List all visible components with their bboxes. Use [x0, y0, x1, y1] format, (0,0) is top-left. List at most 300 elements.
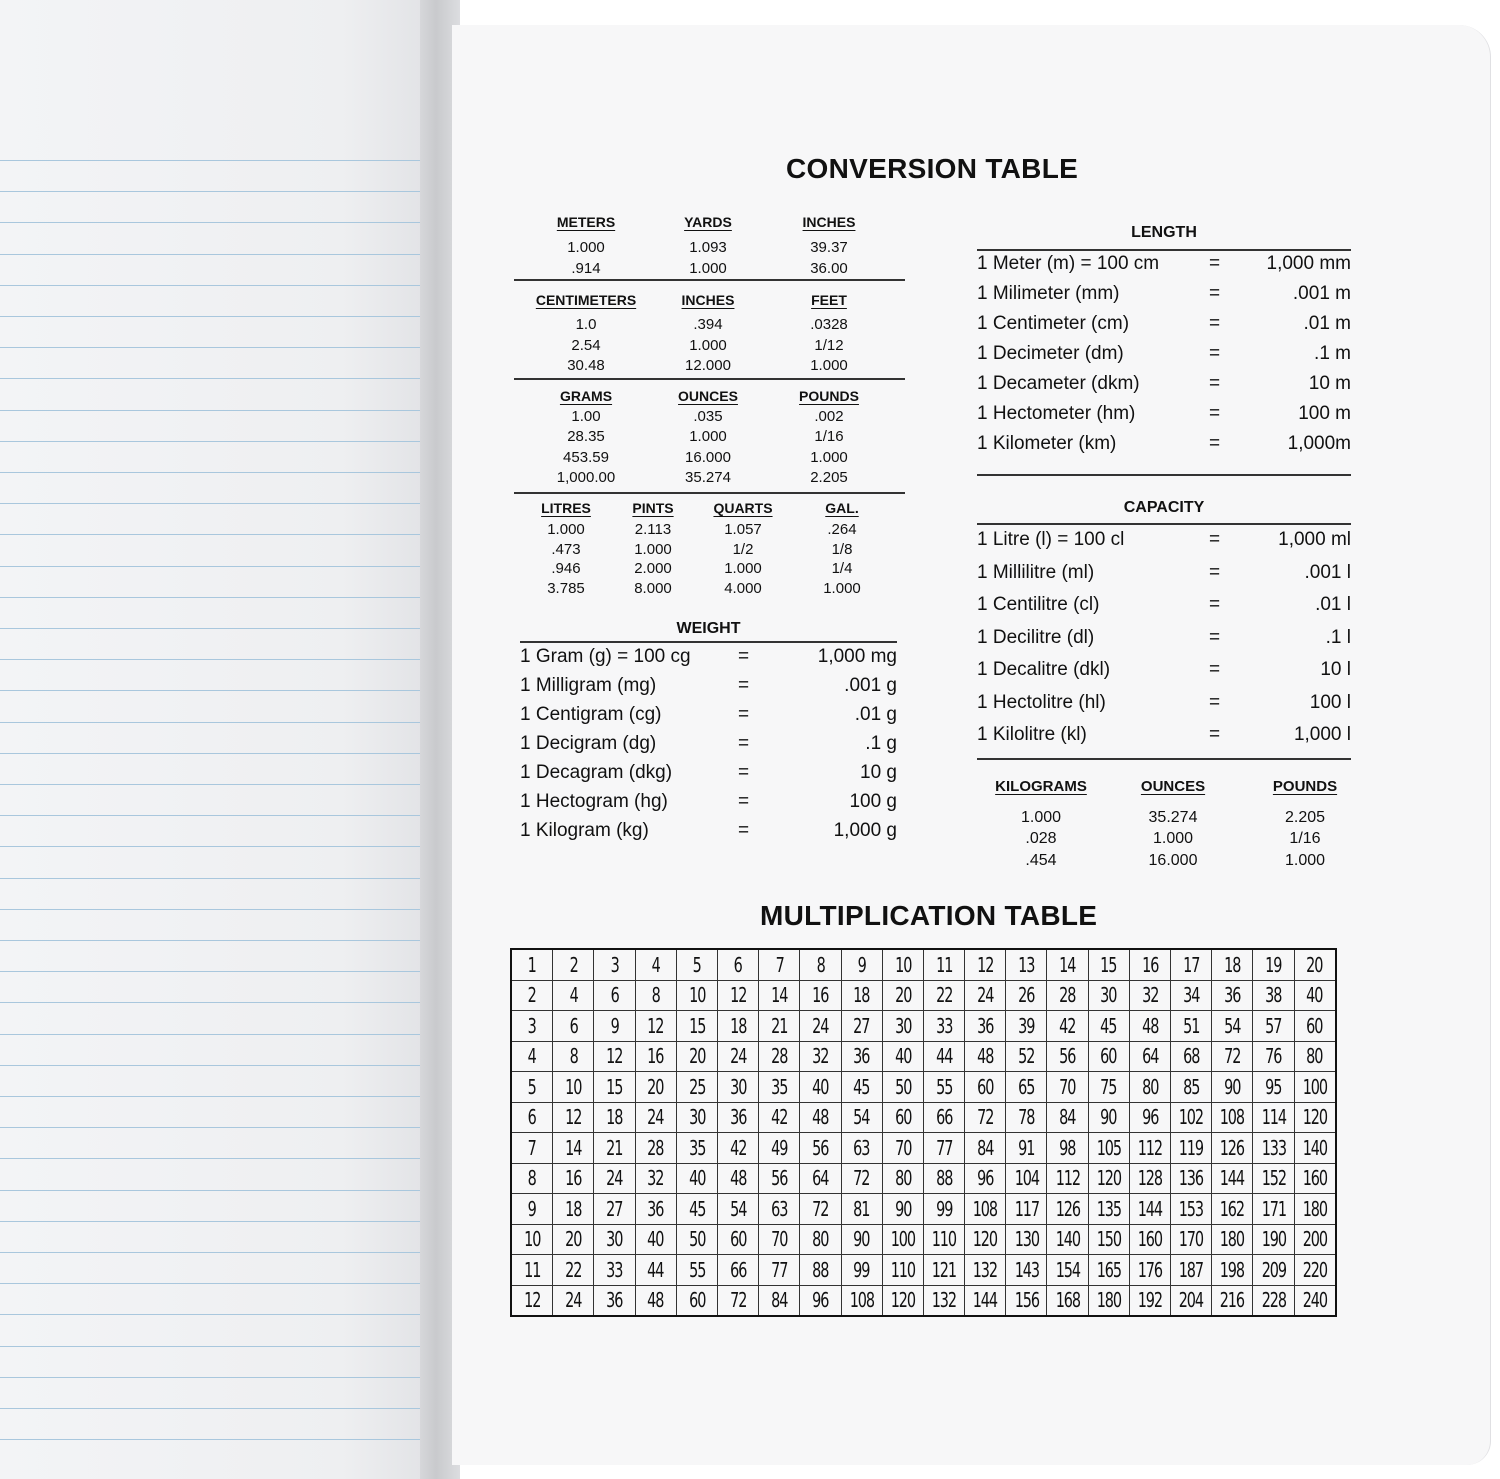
- multiplication-cell: [594, 1194, 635, 1225]
- ruled-line: [0, 1190, 422, 1191]
- multiplication-cell: [1129, 1255, 1170, 1286]
- multiplication-value: 95: [1265, 1074, 1282, 1099]
- multiplication-cell: [1006, 1102, 1047, 1133]
- multiplication-cell: [759, 1255, 800, 1286]
- multiplication-cell: [759, 1224, 800, 1255]
- conversion-value: 35.274: [1148, 809, 1198, 826]
- multiplication-cell: [1212, 1011, 1253, 1042]
- multiplication-cell: [1129, 1133, 1170, 1164]
- multiplication-value: 180: [1302, 1196, 1327, 1221]
- multiplication-value: 35: [688, 1135, 705, 1160]
- multiplication-cell: [1006, 1255, 1047, 1286]
- multiplication-cell: [965, 1102, 1006, 1133]
- multiplication-cell: [1129, 1285, 1170, 1316]
- capacity-row: [977, 627, 1351, 651]
- multiplication-cell: [511, 1041, 553, 1072]
- multiplication-cell: [676, 949, 717, 980]
- multiplication-cell: [1006, 949, 1047, 980]
- conversion-value: 1.000: [689, 428, 727, 446]
- unit-label: 1 Kilometer (km): [977, 433, 1117, 454]
- conversion-value: 1.000: [1152, 830, 1194, 848]
- multiplication-value: 112: [1055, 1166, 1080, 1191]
- unit-label: 1 Milligram (mg): [520, 675, 657, 696]
- equals-sign: =: [1209, 659, 1221, 680]
- multiplication-cell: [965, 1041, 1006, 1072]
- multiplication-value: 12: [606, 1044, 623, 1069]
- multiplication-value: 80: [1306, 1044, 1323, 1069]
- conversion-value: 453.59: [563, 448, 609, 466]
- multiplication-value: 144: [1220, 1166, 1245, 1191]
- equals-sign: =: [1209, 561, 1221, 583]
- multiplication-row: [511, 1285, 1336, 1316]
- multiplication-value: 128: [1137, 1166, 1163, 1191]
- multiplication-value: 60: [1306, 1013, 1323, 1038]
- multiplication-cell: [594, 1041, 635, 1072]
- multiplication-value: 114: [1261, 1105, 1286, 1130]
- multiplication-value: 8: [528, 1166, 537, 1191]
- multiplication-cell: [511, 1133, 553, 1164]
- conversion-value: 2.205: [810, 468, 848, 486]
- ruled-line: [0, 534, 422, 535]
- length-row: [977, 343, 1351, 367]
- multiplication-value: 20: [565, 1227, 582, 1252]
- multiplication-value: 36: [606, 1288, 623, 1313]
- multiplication-cell: [1253, 980, 1294, 1011]
- multiplication-value: 2: [569, 952, 578, 977]
- multiplication-cell: [635, 1224, 676, 1255]
- multiplication-value: 56: [1059, 1044, 1076, 1069]
- multiplication-cell: [1129, 1011, 1170, 1042]
- length-title: LENGTH: [1131, 224, 1197, 241]
- ruled-line: [0, 690, 422, 691]
- multiplication-cell: [1253, 1072, 1294, 1103]
- unit-label: 1 Decilitre (dl): [977, 626, 1095, 648]
- unit-value: .1 l: [1325, 626, 1351, 648]
- multiplication-value: 10: [524, 1227, 541, 1252]
- ruled-line: [0, 1439, 422, 1440]
- multiplication-cell: [1047, 1194, 1088, 1225]
- unit-value: .001 g: [844, 675, 897, 696]
- multiplication-value: 14: [1059, 952, 1076, 977]
- multiplication-value: 25: [688, 1074, 705, 1099]
- multiplication-cell: [594, 1102, 635, 1133]
- multiplication-cell: [635, 1041, 676, 1072]
- multiplication-cell: [1294, 1255, 1336, 1286]
- multiplication-value: 180: [1096, 1288, 1121, 1313]
- multiplication-cell: [511, 1285, 553, 1316]
- multiplication-cell: [841, 1163, 882, 1194]
- multiplication-value: 20: [647, 1074, 664, 1099]
- ruled-line: [0, 753, 422, 754]
- multiplication-cell: [717, 1041, 758, 1072]
- multiplication-row: [511, 1163, 1336, 1194]
- multiplication-value: 36: [647, 1196, 664, 1221]
- unit-value: .01 g: [854, 704, 897, 725]
- multiplication-cell: [1047, 1255, 1088, 1286]
- multiplication-cell: [800, 1102, 841, 1133]
- ruled-line: [0, 597, 422, 598]
- multiplication-value: 32: [812, 1044, 829, 1069]
- multiplication-cell: [676, 1285, 717, 1316]
- multiplication-cell: [800, 980, 841, 1011]
- weight-row: [520, 646, 897, 670]
- unit-label: 1 Decimeter (dm): [977, 343, 1124, 364]
- multiplication-cell: [1212, 1285, 1253, 1316]
- unit-value: 1,000m: [1287, 433, 1351, 454]
- ruled-line: [0, 254, 422, 255]
- multiplication-cell: [841, 980, 882, 1011]
- ruled-line: [0, 784, 422, 785]
- capacity-row: [977, 529, 1351, 553]
- ruled-line: [0, 285, 422, 286]
- multiplication-cell: [717, 1072, 758, 1103]
- multiplication-value: 12: [647, 1013, 664, 1038]
- multiplication-value: 21: [606, 1135, 623, 1160]
- multiplication-value: 64: [1141, 1044, 1158, 1069]
- unit-label: 1 Gram (g) = 100 cg: [520, 646, 691, 667]
- multiplication-cell: [1047, 1224, 1088, 1255]
- length-row: [977, 403, 1351, 427]
- multiplication-row: [511, 1011, 1336, 1042]
- capacity-row: [977, 659, 1351, 683]
- ruled-line: [0, 222, 422, 223]
- conversion-value: 1/4: [831, 560, 853, 578]
- multiplication-value: 112: [1137, 1135, 1163, 1160]
- multiplication-value: 133: [1261, 1135, 1286, 1160]
- multiplication-value: 108: [849, 1288, 874, 1313]
- multiplication-value: 150: [1096, 1227, 1121, 1252]
- conversion-value: .946: [551, 560, 581, 578]
- section-divider: [514, 492, 905, 494]
- conversion-value: .002: [814, 408, 844, 425]
- multiplication-value: 21: [771, 1013, 788, 1038]
- multiplication-value: 187: [1178, 1257, 1204, 1282]
- multiplication-value: 110: [890, 1257, 915, 1282]
- multiplication-value: 40: [1306, 983, 1323, 1008]
- multiplication-value: 152: [1261, 1166, 1286, 1191]
- multiplication-cell: [800, 1072, 841, 1103]
- capacity-row: [977, 692, 1351, 716]
- conversion-value: 1.000: [689, 336, 727, 354]
- ruled-line: [0, 659, 422, 660]
- multiplication-cell: [635, 1102, 676, 1133]
- column-header: YARDS: [684, 214, 732, 230]
- ruled-line: [0, 1158, 422, 1159]
- multiplication-value: 15: [1100, 952, 1117, 977]
- multiplication-value: 72: [977, 1105, 994, 1130]
- multiplication-value: 9: [857, 952, 866, 977]
- section-divider: [520, 641, 897, 643]
- multiplication-value: 119: [1178, 1135, 1204, 1160]
- column-header: POUNDS: [1272, 778, 1338, 795]
- multiplication-cell: [1047, 1163, 1088, 1194]
- multiplication-value: 16: [647, 1044, 664, 1069]
- multiplication-cell: [965, 1224, 1006, 1255]
- unit-value: 1,000 g: [833, 820, 897, 841]
- multiplication-cell: [717, 1102, 758, 1133]
- multiplication-cell: [553, 1102, 594, 1133]
- multiplication-value: 78: [1018, 1105, 1035, 1130]
- multiplication-cell: [923, 1102, 964, 1133]
- multiplication-value: 192: [1137, 1288, 1163, 1313]
- multiplication-value: 9: [528, 1196, 537, 1221]
- multiplication-value: 102: [1178, 1105, 1204, 1130]
- multiplication-value: 16: [1141, 952, 1158, 977]
- conversion-value: 1.000: [810, 448, 848, 466]
- multiplication-cell: [1171, 1102, 1212, 1133]
- multiplication-cell: [759, 1133, 800, 1164]
- multiplication-value: 162: [1220, 1196, 1245, 1221]
- multiplication-cell: [511, 1163, 553, 1194]
- multiplication-cell: [1088, 1102, 1129, 1133]
- multiplication-cell: [841, 1011, 882, 1042]
- ruled-line: [0, 1314, 422, 1315]
- multiplication-value: 15: [606, 1074, 623, 1099]
- multiplication-cell: [594, 1163, 635, 1194]
- multiplication-cell: [1294, 1133, 1336, 1164]
- multiplication-value: 200: [1302, 1227, 1327, 1252]
- multiplication-value: 48: [812, 1105, 829, 1130]
- conversion-value: 1.000: [689, 259, 727, 277]
- conversion-value: 1.057: [724, 521, 762, 538]
- multiplication-cell: [594, 980, 635, 1011]
- multiplication-row: [511, 949, 1336, 980]
- section-divider: [514, 279, 905, 281]
- multiplication-value: 18: [1224, 952, 1241, 977]
- multiplication-value: 216: [1220, 1288, 1245, 1313]
- multiplication-cell: [841, 1285, 882, 1316]
- unit-label: 1 Millilitre (ml): [977, 561, 1095, 583]
- multiplication-cell: [1088, 1041, 1129, 1072]
- length-row: [977, 253, 1351, 277]
- capacity-row: [977, 562, 1351, 586]
- multiplication-cell: [676, 1072, 717, 1103]
- multiplication-value: 180: [1220, 1227, 1245, 1252]
- multiplication-value: 24: [647, 1105, 664, 1130]
- conversion-value: 1/12: [814, 336, 844, 354]
- multiplication-cell: [1294, 1224, 1336, 1255]
- multiplication-cell: [965, 1133, 1006, 1164]
- column-header: METERS: [556, 214, 616, 230]
- multiplication-cell: [923, 949, 964, 980]
- multiplication-value: 70: [1059, 1074, 1076, 1099]
- multiplication-cell: [1171, 1224, 1212, 1255]
- multiplication-cell: [717, 980, 758, 1011]
- ruled-line: [0, 815, 422, 816]
- conversion-value: 8.000: [634, 579, 672, 597]
- multiplication-value: 64: [812, 1166, 829, 1191]
- multiplication-cell: [882, 1072, 923, 1103]
- weight-row: [520, 820, 897, 844]
- multiplication-cell: [759, 1102, 800, 1133]
- multiplication-cell: [800, 1133, 841, 1164]
- multiplication-value: 77: [771, 1257, 788, 1282]
- multiplication-cell: [511, 1072, 553, 1103]
- multiplication-cell: [676, 1011, 717, 1042]
- multiplication-value: 140: [1055, 1227, 1080, 1252]
- equals-sign: =: [1209, 373, 1221, 394]
- ruled-line: [0, 878, 422, 879]
- multiplication-cell: [553, 1011, 594, 1042]
- multiplication-cell: [1294, 1163, 1336, 1194]
- multiplication-value: 121: [931, 1257, 957, 1282]
- multiplication-cell: [800, 1041, 841, 1072]
- multiplication-table-title: MULTIPLICATION TABLE: [760, 900, 1098, 931]
- multiplication-value: 24: [606, 1166, 623, 1191]
- multiplication-value: 7: [528, 1135, 537, 1160]
- conversion-value: 12.000: [685, 357, 731, 374]
- multiplication-value: 48: [1141, 1013, 1158, 1038]
- multiplication-row: [511, 1072, 1336, 1103]
- multiplication-cell: [553, 1224, 594, 1255]
- multiplication-value: 24: [565, 1288, 582, 1313]
- unit-value: 10 l: [1320, 659, 1351, 680]
- multiplication-value: 171: [1261, 1196, 1286, 1221]
- multiplication-value: 144: [1137, 1196, 1163, 1221]
- equals-sign: =: [1209, 529, 1221, 550]
- multiplication-cell: [1047, 1102, 1088, 1133]
- multiplication-value: 100: [890, 1227, 915, 1252]
- multiplication-value: 18: [853, 983, 870, 1008]
- multiplication-cell: [635, 1194, 676, 1225]
- multiplication-cell: [882, 1224, 923, 1255]
- equals-sign: =: [738, 704, 750, 725]
- ruled-line: [0, 846, 422, 847]
- multiplication-value: 154: [1055, 1257, 1080, 1282]
- multiplication-cell: [1294, 980, 1336, 1011]
- column-header: PINTS: [632, 500, 674, 516]
- multiplication-value: 5: [692, 952, 701, 977]
- multiplication-value: 11: [935, 952, 953, 977]
- multiplication-cell: [1088, 1163, 1129, 1194]
- multiplication-value: 54: [853, 1105, 870, 1130]
- multiplication-cell: [635, 1072, 676, 1103]
- unit-label: 1 Kilolitre (kl): [977, 724, 1087, 745]
- conversion-value: 1.000: [810, 357, 848, 374]
- equals-sign: =: [1209, 403, 1221, 424]
- multiplication-value: 80: [1141, 1074, 1158, 1099]
- multiplication-cell: [1088, 1194, 1129, 1225]
- multiplication-cell: [1212, 1194, 1253, 1225]
- multiplication-value: 34: [1183, 983, 1200, 1008]
- multiplication-cell: [882, 1102, 923, 1133]
- multiplication-cell: [1129, 1194, 1170, 1225]
- conversion-value: .028: [1025, 830, 1057, 848]
- multiplication-value: 39: [1018, 1013, 1035, 1038]
- multiplication-value: 24: [729, 1044, 747, 1069]
- multiplication-cell: [676, 1224, 717, 1255]
- multiplication-value: 90: [894, 1196, 911, 1221]
- multiplication-value: 80: [894, 1166, 911, 1191]
- multiplication-cell: [759, 1194, 800, 1225]
- multiplication-cell: [635, 1133, 676, 1164]
- equals-sign: =: [1209, 626, 1221, 648]
- multiplication-value: 108: [1220, 1105, 1245, 1130]
- multiplication-row: [511, 1224, 1336, 1255]
- conversion-value: 4.000: [724, 579, 762, 597]
- multiplication-cell: [1294, 1011, 1336, 1042]
- multiplication-value: 176: [1137, 1257, 1163, 1282]
- multiplication-cell: [676, 1255, 717, 1286]
- unit-label: 1 Litre (l) = 100 cl: [977, 529, 1125, 550]
- multiplication-cell: [717, 1255, 758, 1286]
- multiplication-value: 12: [977, 952, 994, 977]
- unit-label: 1 Centigram (cg): [520, 704, 662, 725]
- multiplication-value: 84: [771, 1288, 788, 1313]
- multiplication-cell: [800, 1011, 841, 1042]
- capacity-row: [977, 594, 1351, 618]
- multiplication-cell: [923, 1011, 964, 1042]
- multiplication-row: [511, 1102, 1336, 1133]
- multiplication-cell: [635, 1285, 676, 1316]
- multiplication-value: 190: [1261, 1227, 1286, 1252]
- multiplication-cell: [841, 949, 882, 980]
- multiplication-cell: [965, 1194, 1006, 1225]
- multiplication-value: 30: [1100, 983, 1117, 1008]
- multiplication-cell: [882, 1011, 923, 1042]
- multiplication-value: 63: [771, 1196, 788, 1221]
- multiplication-value: 14: [565, 1135, 582, 1160]
- multiplication-cell: [759, 980, 800, 1011]
- multiplication-value: 35: [771, 1074, 788, 1099]
- ruled-line: [0, 472, 422, 473]
- multiplication-cell: [1088, 1011, 1129, 1042]
- unit-value: .001 l: [1304, 561, 1351, 583]
- unit-label: 1 Decalitre (dkl): [977, 659, 1111, 680]
- multiplication-cell: [882, 949, 923, 980]
- unit-label: 1 Milimeter (mm): [977, 283, 1120, 304]
- unit-value: 100 g: [849, 791, 897, 812]
- ruled-line: [0, 1127, 422, 1128]
- multiplication-cell: [511, 949, 553, 980]
- unit-value: 1,000 ml: [1278, 529, 1351, 550]
- multiplication-value: 48: [647, 1288, 664, 1313]
- conversion-value: 2.000: [634, 560, 672, 578]
- multiplication-value: 57: [1265, 1013, 1282, 1038]
- multiplication-cell: [1088, 1255, 1129, 1286]
- multiplication-value: 99: [935, 1196, 953, 1221]
- equals-sign: =: [738, 646, 750, 667]
- multiplication-cell: [635, 1163, 676, 1194]
- section-divider: [977, 523, 1351, 525]
- multiplication-value: 120: [1302, 1105, 1327, 1130]
- conversion-value: .394: [693, 316, 723, 333]
- multiplication-value: 14: [771, 983, 788, 1008]
- multiplication-value: 96: [977, 1166, 994, 1191]
- equals-sign: =: [1209, 433, 1221, 454]
- multiplication-cell: [594, 1011, 635, 1042]
- multiplication-value: 126: [1220, 1135, 1245, 1160]
- multiplication-value: 204: [1178, 1288, 1204, 1313]
- multiplication-value: 60: [729, 1227, 747, 1252]
- conversion-value: 16.000: [685, 448, 731, 466]
- conversion-value: 1/2: [732, 540, 754, 558]
- multiplication-value: 90: [1224, 1074, 1241, 1099]
- multiplication-value: 15: [688, 1013, 705, 1038]
- multiplication-value: 209: [1261, 1257, 1286, 1282]
- multiplication-cell: [800, 1194, 841, 1225]
- multiplication-cell: [1212, 1102, 1253, 1133]
- multiplication-value: 50: [688, 1227, 705, 1252]
- multiplication-cell: [1006, 1133, 1047, 1164]
- multiplication-value: 72: [1224, 1044, 1241, 1069]
- conversion-value: 1,000.00: [556, 468, 616, 486]
- multiplication-cell: [1047, 1041, 1088, 1072]
- multiplication-cell: [1253, 1163, 1294, 1194]
- conversion-value: .473: [551, 540, 581, 558]
- multiplication-cell: [511, 1011, 553, 1042]
- multiplication-cell: [1129, 1163, 1170, 1194]
